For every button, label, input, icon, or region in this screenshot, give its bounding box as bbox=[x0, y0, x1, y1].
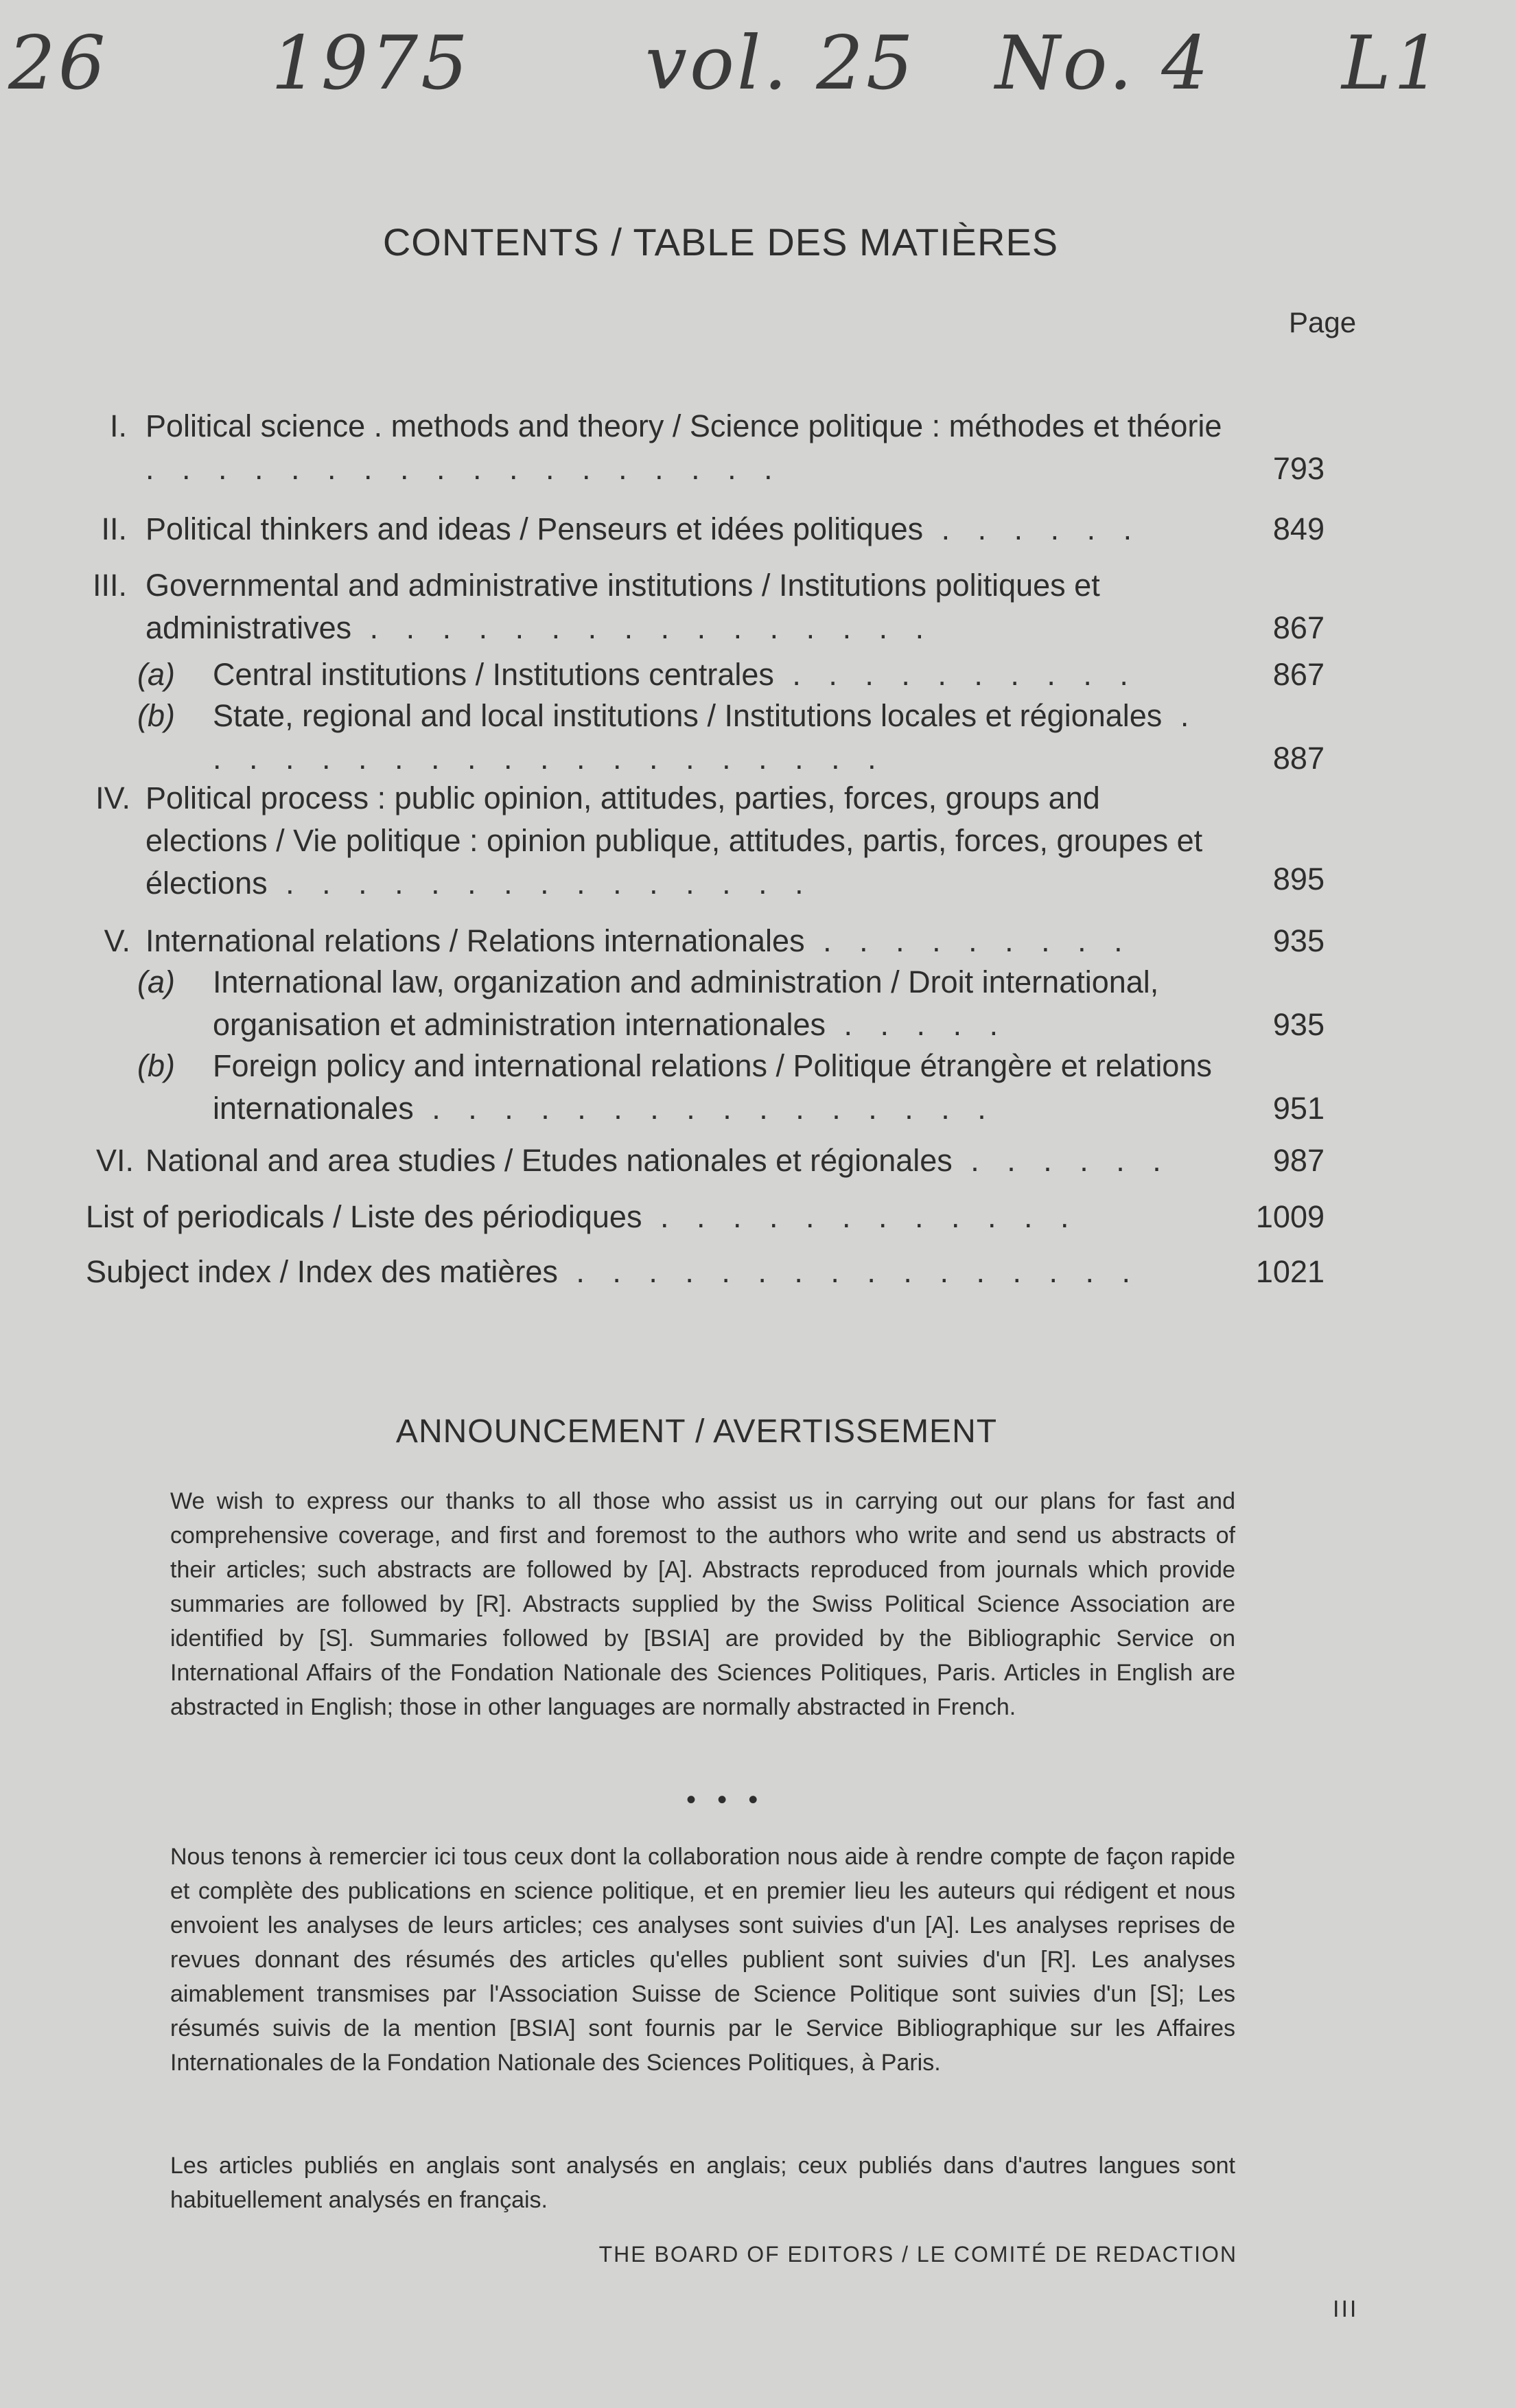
handwritten-code: L1 bbox=[1342, 21, 1444, 106]
toc-entry-text: Political science . methods and theory / Science politique : méthodes et théorie . . . . . . . . . . . . . . . . . . bbox=[145, 408, 1222, 486]
handwritten-volume: vol. 25 bbox=[645, 21, 916, 106]
toc-entry-number: (a) bbox=[137, 657, 175, 692]
toc-entry-number: II. bbox=[101, 511, 127, 546]
toc-entry-page: 793 bbox=[1272, 451, 1325, 486]
editors-signature: THE BOARD OF EDITORS / LE COMITÉ DE REDACTION bbox=[598, 2242, 1237, 2267]
toc-entry-page: 1021 bbox=[1255, 1254, 1325, 1289]
toc-entry-page: 895 bbox=[1272, 861, 1325, 896]
announcement-french-languages: Les articles publiés en anglais sont analysés en anglais; ceux publiés dans d'autres langues sont habituellement analysés en français. bbox=[170, 2153, 1235, 2213]
toc-entry-page: 935 bbox=[1272, 923, 1325, 958]
toc-entry-page: 987 bbox=[1272, 1143, 1325, 1178]
handwritten-issue: No. 4 bbox=[995, 21, 1211, 106]
toc-entry-text: Foreign policy and international relations / Politique étrangère et relations internationales . . . . . . . . . . . . . . . . bbox=[213, 1048, 1212, 1126]
toc-entry-number: I. bbox=[109, 408, 127, 443]
toc-entry-text: Political process : public opinion, attitudes, parties, forces, groups and elections / Vie politique : opinion publique, attitudes, partis, forces, groupes et élections . . . . . . . . . . . . . . . bbox=[145, 780, 1203, 901]
toc-entry-number: (a) bbox=[137, 964, 175, 999]
contents-title: CONTENTS / TABLE DES MATIÈRES bbox=[382, 220, 1059, 264]
toc-entry-page: 887 bbox=[1272, 741, 1325, 776]
toc-entry-text: Central institutions / Institutions centrales . . . . . . . . . . bbox=[213, 657, 1138, 692]
toc-entry-number: IV. bbox=[95, 780, 130, 815]
toc-entry-page: 935 bbox=[1272, 1007, 1325, 1042]
page-number: III bbox=[1333, 2296, 1359, 2322]
toc-entry-number: V. bbox=[104, 923, 130, 958]
toc-entry-text: List of periodicals / Liste des périodiques . . . . . . . . . . . . bbox=[86, 1199, 1079, 1234]
toc-entry-number: (b) bbox=[137, 1048, 175, 1083]
handwritten-number: 26 bbox=[8, 21, 108, 106]
toc-entry-text: Subject index / Index des matières . . . . . . . . . . . . . . . . bbox=[86, 1254, 1140, 1289]
separator-dots: • • • bbox=[686, 1785, 765, 1815]
announcement-french: Nous tenons à remercier ici tous ceux dont la collaboration nous aide à rendre compte de façon rapide et complète des publications en science politique, et en premier lieu les auteurs qui rédigent et nous envoient les analyses de leurs articles; ces analyses sont suivies d'un [A]. Les analyses reprises de revues donnant des résumés des articles qu'elles publient sont suivies d'un [R]. Les analyses aimablement transmises par l'Association Suisse de Science Politique sont suivies d'un [S]; Les résumés suivis de la mention [BSIA] sont fournis par le Service Bibliographique sur les Affaires Internationales de la Fondation Nationale des Sciences Politiques, à Paris. bbox=[170, 1844, 1235, 2076]
toc-entry-page: 867 bbox=[1272, 657, 1325, 692]
toc-entry-text: State, regional and local institutions / Institutions locales et régionales . . . . . . . . . . . . . . . . . . . . bbox=[213, 698, 1199, 776]
page-column-label: Page bbox=[1289, 306, 1357, 338]
announcement-english: We wish to express our thanks to all those who assist us in carrying out our plans for fast and comprehensive coverage, and first and foremost to the authors who write and send us abstracts of their articles; such abstracts are followed by [A]. Abstracts reproduced from journals which provide summaries are followed by [R]. Abstracts supplied by the Swiss Political Science Association are identified by [S]. Summaries followed by [BSIA] are provided by the Bibliographic Service on International Affairs of the Fondation Nationale des Sciences Politiques, Paris. Articles in English are abstracted in English; those in other languages are normally abstracted in French. bbox=[170, 1488, 1235, 1720]
toc-entry-number: VI. bbox=[95, 1143, 134, 1178]
toc-entry-number: (b) bbox=[137, 698, 175, 733]
announcement-title: ANNOUNCEMENT / AVERTISSEMENT bbox=[395, 1413, 998, 1450]
toc-entry-text: International relations / Relations internationales . . . . . . . . . bbox=[145, 923, 1132, 958]
toc-entry-text: International law, organization and administration / Droit international, organisation et administration internationales . . . . . bbox=[213, 964, 1159, 1042]
toc-entry-page: 849 bbox=[1272, 511, 1325, 546]
toc-entry-text: National and area studies / Etudes nationales et régionales . . . . . . bbox=[145, 1143, 1171, 1178]
toc-entry-page: 951 bbox=[1272, 1091, 1325, 1126]
toc-entry-number: III. bbox=[92, 568, 127, 603]
toc-entry-page: 1009 bbox=[1255, 1199, 1325, 1234]
handwritten-year: 1975 bbox=[271, 21, 471, 106]
toc-entry-text: Governmental and administrative institutions / Institutions politiques et administratives . . . . . . . . . . . . . . . . bbox=[145, 568, 1100, 645]
toc-entry-page: 867 bbox=[1272, 610, 1325, 645]
toc-entry-text: Political thinkers and ideas / Penseurs et idées politiques . . . . . . bbox=[145, 511, 1142, 546]
